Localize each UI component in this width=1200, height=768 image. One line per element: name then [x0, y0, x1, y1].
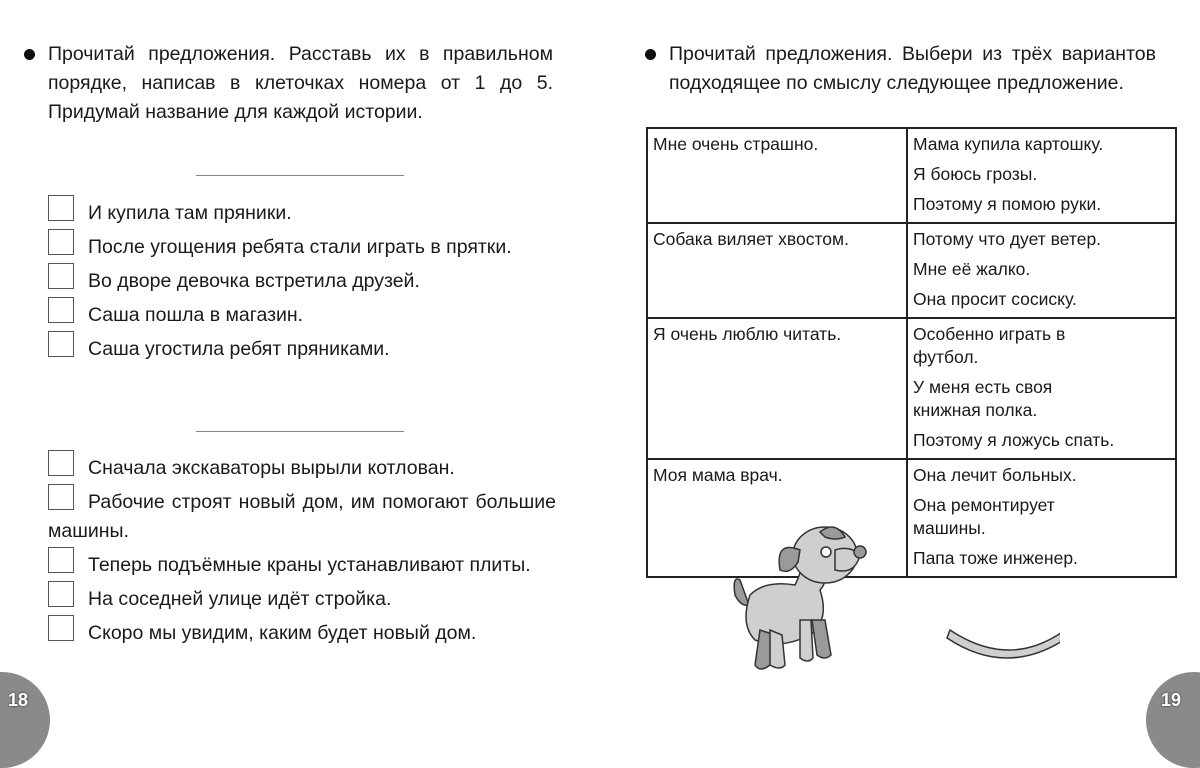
option[interactable]: Она просит сосиску.: [913, 289, 1077, 309]
sentence-cell: Собака виляет хвостом.: [647, 223, 907, 318]
sentence-item: [48, 619, 556, 648]
story-title-line-1[interactable]: [196, 175, 404, 176]
left-page: [0, 0, 600, 722]
dog-leg: [812, 620, 831, 658]
option[interactable]: У меня есть своя книжная полка.: [913, 377, 1053, 420]
option[interactable]: Поэтому я ложусь спать.: [913, 430, 1115, 450]
sentence-cell: Мне очень страшно.: [647, 128, 907, 223]
sentence-item: [48, 301, 556, 330]
option[interactable]: Поэтому я помою руки.: [913, 194, 1102, 214]
page-number-text: 19: [1161, 690, 1182, 710]
sentence-item: [48, 454, 556, 483]
instruction-text: Прочитай предложения. Выбери из трёх вариантов подходящее по смыслу следующее предложение.: [669, 43, 1156, 94]
sentence-text: Скоро мы увидим, каким будет новый дом.: [88, 622, 477, 644]
options-cell: [907, 318, 1176, 459]
dog-leg: [800, 620, 813, 661]
options-cell: [907, 128, 1176, 223]
number-box[interactable]: [48, 450, 74, 476]
number-box[interactable]: [48, 547, 74, 573]
sausage-illustration: [947, 630, 1060, 658]
option[interactable]: Особенно играть в футбол.: [913, 324, 1066, 367]
sentence-text: И купила там пряники.: [88, 202, 292, 224]
page-number-text: 18: [8, 690, 29, 710]
option[interactable]: Она лечит больных.: [913, 465, 1077, 485]
sentence-text: Теперь подъёмные краны устанавливают плиты.: [88, 554, 531, 576]
sentence-cell: Я очень люблю читать.: [647, 318, 907, 459]
sentence-text: Саша угостила ребят пряниками.: [88, 338, 390, 360]
option[interactable]: Мне её жалко.: [913, 259, 1031, 279]
dog-illustration: [700, 520, 1060, 700]
number-box[interactable]: [48, 581, 74, 607]
bullet-icon: [645, 49, 656, 60]
sentence-item: [48, 335, 556, 364]
sentence-item: [48, 267, 556, 296]
right-page: [600, 0, 1200, 722]
sentence-text: На соседней улице идёт стройка.: [88, 588, 392, 610]
options-cell: [907, 223, 1176, 318]
option[interactable]: Потому что дует ветер.: [913, 229, 1102, 249]
option[interactable]: Я боюсь грозы.: [913, 164, 1038, 184]
dog-nose: [854, 546, 866, 558]
sentence-text: Во дворе девочка встретила друзей.: [88, 270, 420, 292]
option[interactable]: Мама купила картошку.: [913, 134, 1104, 154]
choices-table: [646, 127, 1177, 578]
number-box[interactable]: [48, 615, 74, 641]
number-box[interactable]: [48, 331, 74, 357]
number-box[interactable]: [48, 484, 74, 510]
number-box[interactable]: [48, 195, 74, 221]
sentence-item: [48, 585, 556, 614]
dog-leg: [770, 630, 785, 668]
sentence-text: Саша пошла в магазин.: [88, 304, 304, 326]
number-box[interactable]: [48, 297, 74, 323]
instruction-right: [669, 40, 1156, 98]
number-box[interactable]: [48, 229, 74, 255]
bullet-icon: [24, 49, 35, 60]
sentence-item: [48, 488, 556, 546]
sentence-cell: Моя мама врач.: [647, 459, 907, 577]
story-1: [48, 199, 556, 369]
option[interactable]: Она ремонтирует машины.: [913, 495, 1055, 538]
instruction-text: Прочитай предложения. Расставь их в правильном порядке, написав в клеточках номера от 1 до 5. Придумай название для каждой истории.: [48, 43, 553, 123]
dog-eye: [821, 547, 831, 557]
table-row: [647, 318, 1176, 459]
table-row: [647, 223, 1176, 318]
dog-tail: [734, 579, 749, 605]
sentence-text: Рабочие строят новый дом, им помогают большие машины.: [48, 491, 556, 542]
option[interactable]: Папа тоже инженер.: [913, 548, 1078, 568]
instruction-left: [48, 40, 553, 127]
sentence-item: [48, 233, 556, 262]
number-box[interactable]: [48, 263, 74, 289]
story-2: [48, 454, 556, 653]
sentence-item: [48, 551, 556, 580]
story-title-line-2[interactable]: [196, 431, 404, 432]
sentence-item: [48, 199, 556, 228]
table-row: [647, 128, 1176, 223]
sentence-text: Сначала экскаваторы вырыли котлован.: [88, 457, 455, 479]
sentence-text: После угощения ребята стали играть в прятки.: [88, 236, 512, 258]
